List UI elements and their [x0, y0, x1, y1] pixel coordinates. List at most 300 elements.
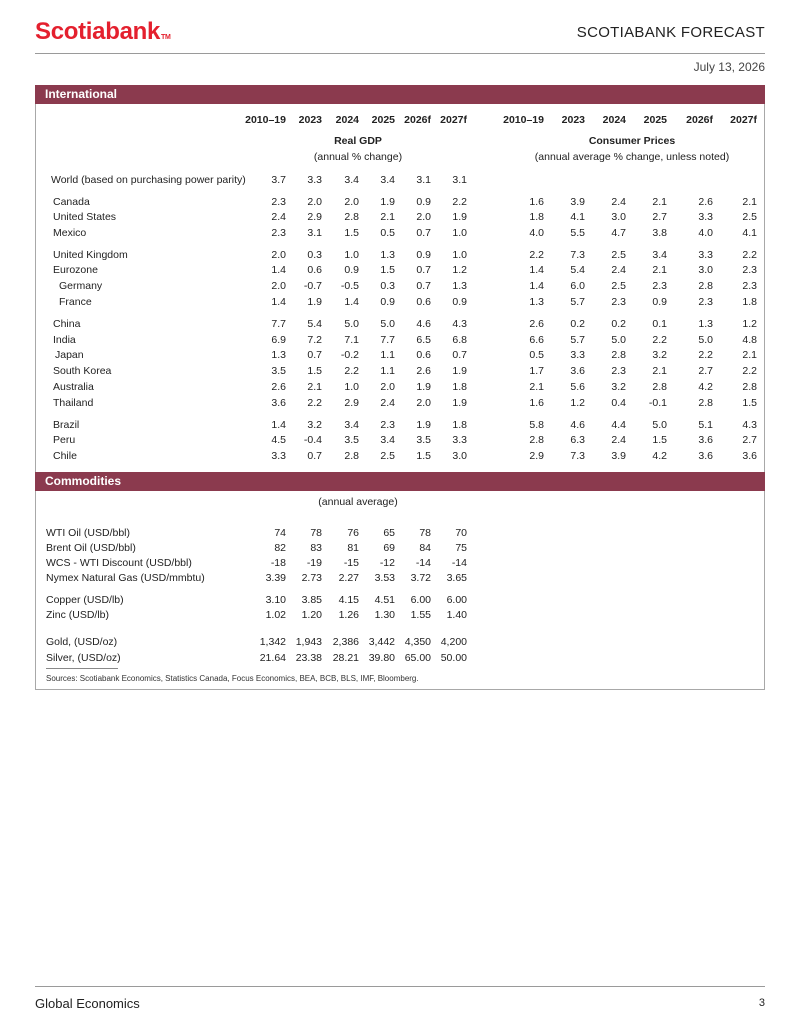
cpi-value: 5.8: [529, 419, 544, 431]
gdp-value: 3.3: [271, 450, 286, 462]
cpi-value: 1.2: [570, 397, 585, 409]
commodity-value: -18: [270, 557, 286, 569]
cpi-value: 2.3: [652, 280, 667, 292]
cpi-value: 3.3: [698, 249, 713, 261]
cpi-value: 3.0: [698, 264, 713, 276]
cpi-value: 4.7: [611, 227, 626, 239]
cpi-value: 1.8: [529, 211, 544, 223]
cpi-value: 2.6: [529, 318, 544, 330]
commodity-value: 1.30: [374, 609, 395, 621]
gdp-value: 2.0: [380, 381, 395, 393]
commodity-value: 3.65: [446, 572, 467, 584]
cpi-value: 7.3: [570, 450, 585, 462]
gdp-value: 2.9: [307, 211, 322, 223]
gdp-value: 3.4: [380, 174, 395, 186]
cpi-value: 1.5: [652, 434, 667, 446]
cpi-value: 1.4: [529, 264, 544, 276]
logo-trademark: TM: [161, 34, 171, 41]
gdp-value: 2.3: [271, 227, 286, 239]
commodity-value: 1,943: [295, 636, 322, 648]
cpi-value: 1.5: [742, 397, 757, 409]
cpi-value: 4.0: [529, 227, 544, 239]
cpi-value: 2.1: [652, 365, 667, 377]
cpi-value: 2.4: [611, 434, 626, 446]
gdp-year-header: 2023: [298, 114, 322, 126]
gdp-value: 0.6: [307, 264, 322, 276]
cpi-value: 2.4: [611, 196, 626, 208]
commodity-value: 1.55: [410, 609, 431, 621]
cpi-value: 2.1: [652, 264, 667, 276]
page-number: 3: [758, 997, 765, 1009]
cpi-value: 2.9: [529, 450, 544, 462]
gdp-value: 2.0: [271, 249, 286, 261]
section-header-commodities: Commodities: [35, 472, 765, 491]
cpi-value: 5.0: [611, 334, 626, 346]
commodity-value: 50.00: [440, 652, 467, 664]
cpi-value: 0.2: [570, 318, 585, 330]
country-label: Brazil: [53, 419, 80, 431]
cpi-value: 3.3: [698, 211, 713, 223]
cpi-value: 5.0: [652, 419, 667, 431]
commodity-label: Gold, (USD/oz): [46, 636, 118, 648]
commodity-label: Copper (USD/lb): [46, 594, 124, 606]
gdp-value: 0.7: [416, 280, 431, 292]
footer-publication: Global Economics: [35, 996, 140, 1011]
cpi-value: 1.3: [529, 296, 544, 308]
gdp-value: 0.7: [416, 227, 431, 239]
cpi-year-header: 2027f: [730, 114, 757, 126]
gdp-value: 2.9: [344, 397, 359, 409]
gdp-value: 1.9: [416, 381, 431, 393]
cpi-value: -0.1: [648, 397, 667, 409]
gdp-value: 5.0: [344, 318, 359, 330]
cpi-value: 3.6: [570, 365, 585, 377]
commodity-value: 3.53: [374, 572, 395, 584]
commodity-value: 1.20: [301, 609, 322, 621]
gdp-value: 2.3: [380, 419, 395, 431]
gdp-value: 7.2: [307, 334, 322, 346]
country-label: Australia: [53, 381, 94, 393]
gdp-value: -0.7: [303, 280, 322, 292]
cpi-value: 2.8: [698, 280, 713, 292]
commodity-value: 23.38: [295, 652, 322, 664]
cpi-value: 5.6: [570, 381, 585, 393]
gdp-value: 1.5: [380, 264, 395, 276]
cpi-value: 2.3: [611, 296, 626, 308]
cpi-value: 5.7: [570, 334, 585, 346]
cpi-value: 2.2: [698, 349, 713, 361]
scotiabank-logo: ScotiabankTM: [35, 18, 171, 45]
gdp-value: 0.9: [452, 296, 467, 308]
cpi-value: 4.1: [742, 227, 757, 239]
commodity-value: 4,350: [404, 636, 431, 648]
cpi-year-header: 2024: [602, 114, 626, 126]
cpi-value: 5.4: [570, 264, 585, 276]
gdp-value: 2.6: [416, 365, 431, 377]
gdp-value: 2.2: [452, 196, 467, 208]
commodity-label: Silver, (USD/oz): [46, 652, 121, 664]
commodity-label: WCS - WTI Discount (USD/bbl): [46, 557, 192, 569]
gdp-value: 5.4: [307, 318, 322, 330]
commodity-value: 74: [274, 527, 286, 539]
gdp-year-header: 2026f: [404, 114, 431, 126]
sources-divider: [46, 668, 118, 669]
cpi-value: 0.1: [652, 318, 667, 330]
cpi-value: 6.3: [570, 434, 585, 446]
commodity-value: -15: [343, 557, 359, 569]
cpi-value: 4.4: [611, 419, 626, 431]
cpi-value: 2.3: [742, 280, 757, 292]
cpi-title: Consumer Prices: [588, 135, 676, 147]
gdp-value: 2.0: [271, 280, 286, 292]
commodity-value: 65.00: [404, 652, 431, 664]
commodity-value: 82: [274, 542, 286, 554]
commodity-value: 2,386: [332, 636, 359, 648]
commodity-value: 2.73: [301, 572, 322, 584]
gdp-value: 0.3: [380, 280, 395, 292]
gdp-value: 0.6: [416, 349, 431, 361]
cpi-value: 4.6: [570, 419, 585, 431]
cpi-value: 3.4: [652, 249, 667, 261]
commodity-value: 3.72: [410, 572, 431, 584]
country-label: Thailand: [53, 397, 94, 409]
country-label: France: [59, 296, 92, 308]
country-label: Peru: [53, 434, 76, 446]
commodity-value: 3.39: [265, 572, 286, 584]
cpi-value: 2.1: [742, 349, 757, 361]
cpi-value: 2.3: [698, 296, 713, 308]
commodity-value: 3,442: [368, 636, 395, 648]
commodity-value: 3.10: [265, 594, 286, 606]
cpi-value: 4.2: [652, 450, 667, 462]
cpi-value: 2.6: [698, 196, 713, 208]
country-label: Canada: [53, 196, 90, 208]
commodity-value: 69: [383, 542, 395, 554]
cpi-value: 0.2: [611, 318, 626, 330]
gdp-value: 6.9: [271, 334, 286, 346]
gdp-value: 4.3: [452, 318, 467, 330]
cpi-value: 2.1: [742, 196, 757, 208]
cpi-value: 3.8: [652, 227, 667, 239]
cpi-year-header: 2025: [643, 114, 667, 126]
cpi-value: 2.5: [742, 211, 757, 223]
gdp-value: 3.4: [344, 174, 359, 186]
cpi-value: 2.3: [742, 264, 757, 276]
cpi-value: 1.3: [698, 318, 713, 330]
cpi-value: 1.6: [529, 196, 544, 208]
gdp-value: 1.3: [271, 349, 286, 361]
gdp-value: -0.2: [340, 349, 359, 361]
cpi-value: 4.8: [742, 334, 757, 346]
cpi-value: 5.1: [698, 419, 713, 431]
country-label: South Korea: [53, 365, 112, 377]
sources-note: Sources: Scotiabank Economics, Statistics Canada, Focus Economics, BEA, BCB, BLS, IMF, Bloomberg.: [46, 674, 419, 683]
gdp-value: 6.8: [452, 334, 467, 346]
publication-date: July 13, 2026: [693, 60, 765, 74]
gdp-value: 1.0: [452, 249, 467, 261]
gdp-value: 0.9: [344, 264, 359, 276]
cpi-value: 2.2: [529, 249, 544, 261]
gdp-year-header: 2027f: [440, 114, 467, 126]
cpi-value: 4.2: [698, 381, 713, 393]
gdp-value: 4.5: [271, 434, 286, 446]
cpi-value: 1.6: [529, 397, 544, 409]
gdp-value: 1.0: [344, 249, 359, 261]
country-label: World (based on purchasing power parity): [51, 174, 246, 186]
gdp-value: 3.4: [380, 434, 395, 446]
commodities-subtitle: (annual average): [318, 496, 398, 508]
country-label: Japan: [55, 349, 84, 361]
country-label: United Kingdom: [53, 249, 128, 261]
gdp-value: 1.4: [271, 419, 286, 431]
gdp-value: 1.9: [452, 211, 467, 223]
country-label: Eurozone: [53, 264, 98, 276]
gdp-value: 0.9: [380, 296, 395, 308]
gdp-value: 2.8: [344, 450, 359, 462]
cpi-year-header: 2026f: [686, 114, 713, 126]
gdp-value: 3.1: [452, 174, 467, 186]
cpi-value: 2.1: [529, 381, 544, 393]
cpi-value: 3.6: [698, 434, 713, 446]
gdp-value: 2.5: [380, 450, 395, 462]
gdp-value: 3.4: [344, 419, 359, 431]
gdp-value: 3.1: [307, 227, 322, 239]
gdp-value: 2.2: [307, 397, 322, 409]
cpi-value: 2.8: [611, 349, 626, 361]
gdp-subtitle: (annual % change): [313, 151, 403, 163]
gdp-value: 5.0: [380, 318, 395, 330]
gdp-value: 1.9: [452, 397, 467, 409]
commodity-value: 21.64: [259, 652, 286, 664]
cpi-value: 2.8: [698, 397, 713, 409]
gdp-value: 0.7: [307, 349, 322, 361]
document-title: SCOTIABANK FORECAST: [576, 24, 765, 41]
cpi-value: 3.9: [611, 450, 626, 462]
cpi-value: 2.4: [611, 264, 626, 276]
country-label: Chile: [53, 450, 77, 462]
commodity-value: 2.27: [338, 572, 359, 584]
country-label: India: [53, 334, 76, 346]
commodity-value: 84: [419, 542, 431, 554]
gdp-value: 6.5: [416, 334, 431, 346]
gdp-value: 2.0: [416, 397, 431, 409]
gdp-value: 3.5: [271, 365, 286, 377]
cpi-value: 2.7: [652, 211, 667, 223]
commodity-value: 76: [347, 527, 359, 539]
cpi-value: 0.9: [652, 296, 667, 308]
commodity-value: 1.26: [338, 609, 359, 621]
gdp-value: 1.5: [344, 227, 359, 239]
commodity-value: -14: [415, 557, 431, 569]
gdp-value: 3.5: [416, 434, 431, 446]
gdp-value: 7.7: [380, 334, 395, 346]
section-header-international: International: [35, 85, 765, 104]
cpi-value: 2.8: [529, 434, 544, 446]
gdp-value: 2.1: [380, 211, 395, 223]
gdp-value: 3.3: [307, 174, 322, 186]
commodity-label: Zinc (USD/lb): [46, 609, 110, 621]
gdp-value: 0.7: [307, 450, 322, 462]
commodity-value: 83: [310, 542, 322, 554]
cpi-value: 7.3: [570, 249, 585, 261]
gdp-value: 2.8: [344, 211, 359, 223]
cpi-value: 4.1: [570, 211, 585, 223]
gdp-value: 2.0: [344, 196, 359, 208]
commodity-value: 28.21: [332, 652, 359, 664]
country-label: Mexico: [53, 227, 87, 239]
cpi-value: 1.8: [742, 296, 757, 308]
gdp-value: 2.3: [271, 196, 286, 208]
gdp-value: 1.9: [380, 196, 395, 208]
cpi-value: 5.7: [570, 296, 585, 308]
gdp-value: 1.5: [307, 365, 322, 377]
cpi-value: 2.8: [652, 381, 667, 393]
gdp-value: 1.4: [271, 296, 286, 308]
commodity-value: 1.02: [265, 609, 286, 621]
gdp-value: 1.5: [416, 450, 431, 462]
gdp-value: 3.2: [307, 419, 322, 431]
cpi-value: 3.6: [698, 450, 713, 462]
gdp-value: 1.4: [271, 264, 286, 276]
cpi-value: 2.2: [652, 334, 667, 346]
gdp-value: 1.4: [344, 296, 359, 308]
country-label: Germany: [59, 280, 103, 292]
gdp-value: -0.4: [303, 434, 322, 446]
cpi-value: 2.1: [652, 196, 667, 208]
gdp-value: 0.9: [416, 249, 431, 261]
gdp-value: 1.2: [452, 264, 467, 276]
cpi-value: 2.2: [742, 249, 757, 261]
gdp-value: 1.3: [452, 280, 467, 292]
cpi-value: 0.5: [529, 349, 544, 361]
cpi-value: 5.0: [698, 334, 713, 346]
country-label: China: [53, 318, 81, 330]
commodity-label: WTI Oil (USD/bbl): [46, 527, 130, 539]
cpi-value: 2.3: [611, 365, 626, 377]
commodity-value: 1,342: [259, 636, 286, 648]
gdp-value: 2.4: [271, 211, 286, 223]
gdp-value: 1.9: [416, 419, 431, 431]
gdp-value: -0.5: [340, 280, 359, 292]
commodity-value: 6.00: [446, 594, 467, 606]
gdp-value: 1.1: [380, 349, 395, 361]
gdp-value: 1.9: [452, 365, 467, 377]
gdp-value: 3.7: [271, 174, 286, 186]
gdp-value: 2.1: [307, 381, 322, 393]
gdp-value: 3.6: [271, 397, 286, 409]
cpi-value: 2.8: [742, 381, 757, 393]
gdp-title: Real GDP: [334, 135, 382, 147]
cpi-year-header: 2023: [561, 114, 585, 126]
gdp-value: 3.1: [416, 174, 431, 186]
gdp-value: 1.0: [344, 381, 359, 393]
cpi-value: 6.6: [529, 334, 544, 346]
cpi-value: 4.0: [698, 227, 713, 239]
commodity-label: Nymex Natural Gas (USD/mmbtu): [46, 572, 205, 584]
gdp-value: 1.1: [380, 365, 395, 377]
gdp-value: 4.6: [416, 318, 431, 330]
commodity-value: 3.85: [301, 594, 322, 606]
cpi-value: 3.9: [570, 196, 585, 208]
gdp-value: 1.9: [307, 296, 322, 308]
commodity-value: 1.40: [446, 609, 467, 621]
country-label: United States: [53, 211, 117, 223]
gdp-value: 3.0: [452, 450, 467, 462]
gdp-value: 3.3: [452, 434, 467, 446]
footer-divider: [35, 986, 765, 987]
cpi-value: 2.2: [742, 365, 757, 377]
header-divider: [35, 53, 765, 54]
commodity-value: 6.00: [410, 594, 431, 606]
gdp-value: 2.0: [416, 211, 431, 223]
commodity-value: -14: [451, 557, 467, 569]
gdp-value: 0.3: [307, 249, 322, 261]
commodity-value: 81: [347, 542, 359, 554]
gdp-value: 1.8: [452, 381, 467, 393]
gdp-value: 2.4: [380, 397, 395, 409]
gdp-year-header: 2024: [335, 114, 359, 126]
commodity-label: Brent Oil (USD/bbl): [46, 542, 136, 554]
cpi-value: 1.2: [742, 318, 757, 330]
cpi-value: 3.2: [652, 349, 667, 361]
commodity-value: 65: [383, 527, 395, 539]
gdp-value: 7.7: [271, 318, 286, 330]
gdp-value: 0.9: [416, 196, 431, 208]
gdp-value: 0.5: [380, 227, 395, 239]
cpi-value: 1.4: [529, 280, 544, 292]
gdp-value: 2.0: [307, 196, 322, 208]
cpi-value: 0.4: [611, 397, 626, 409]
commodity-value: 70: [455, 527, 467, 539]
gdp-value: 2.2: [344, 365, 359, 377]
commodity-value: 78: [419, 527, 431, 539]
cpi-value: 5.5: [570, 227, 585, 239]
cpi-value: 1.7: [529, 365, 544, 377]
cpi-value: 2.5: [611, 249, 626, 261]
commodity-value: 4.51: [374, 594, 395, 606]
gdp-year-header: 2010–19: [245, 114, 286, 126]
gdp-year-header: 2025: [371, 114, 395, 126]
gdp-value: 1.0: [452, 227, 467, 239]
commodity-value: 75: [455, 542, 467, 554]
gdp-value: 0.7: [452, 349, 467, 361]
commodity-value: -12: [379, 557, 395, 569]
gdp-value: 0.6: [416, 296, 431, 308]
commodity-value: 4,200: [440, 636, 467, 648]
cpi-year-header: 2010–19: [503, 114, 544, 126]
gdp-value: 1.3: [380, 249, 395, 261]
gdp-value: 2.6: [271, 381, 286, 393]
gdp-value: 1.8: [452, 419, 467, 431]
cpi-value: 4.3: [742, 419, 757, 431]
cpi-value: 2.7: [698, 365, 713, 377]
cpi-value: 3.3: [570, 349, 585, 361]
commodity-value: 4.15: [338, 594, 359, 606]
cpi-subtitle: (annual average % change, unless noted): [534, 151, 730, 163]
commodity-value: 39.80: [368, 652, 395, 664]
commodity-value: -19: [306, 557, 322, 569]
commodity-value: 78: [310, 527, 322, 539]
gdp-value: 3.5: [344, 434, 359, 446]
gdp-value: 0.7: [416, 264, 431, 276]
cpi-value: 3.0: [611, 211, 626, 223]
cpi-value: 2.5: [611, 280, 626, 292]
cpi-value: 3.2: [611, 381, 626, 393]
gdp-value: 7.1: [344, 334, 359, 346]
cpi-value: 3.6: [742, 450, 757, 462]
cpi-value: 2.7: [742, 434, 757, 446]
cpi-value: 6.0: [570, 280, 585, 292]
